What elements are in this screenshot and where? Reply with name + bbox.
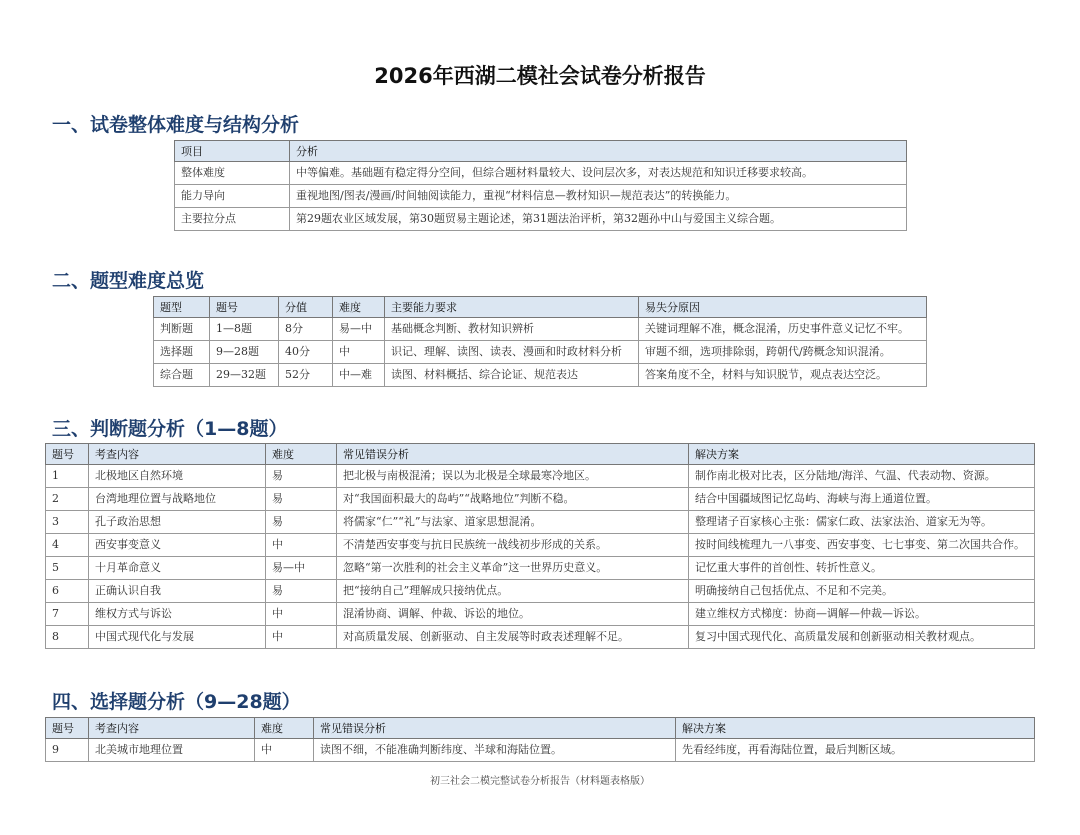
table-cell: 综合题 [154, 363, 210, 386]
table-cell: 忽略“第一次胜利的社会主义革命”这一世界历史意义。 [337, 556, 689, 579]
table-cell: 易—中 [266, 556, 337, 579]
table-cell: 将儒家“仁”“礼”与法家、道家思想混淆。 [337, 510, 689, 533]
header-number: 题号 [46, 444, 89, 465]
table-cell: 对“我国面积最大的岛屿”“战略地位”判断不稳。 [337, 487, 689, 510]
table-row [46, 602, 1035, 625]
table-cell: 52分 [279, 363, 333, 386]
table-cell: 1 [46, 465, 89, 488]
header-number: 题号 [46, 718, 89, 739]
table-cell: 对高质量发展、创新驱动、自主发展等时政表述理解不足。 [337, 625, 689, 648]
header-errors: 常见错误分析 [314, 718, 676, 739]
table-cell: 第29题农业区域发展，第30题贸易主题论述，第31题法治评析，第32题孙中山与爱国主义综合题。 [290, 207, 907, 230]
table-row [175, 162, 907, 185]
header-errors: 常见错误分析 [337, 444, 689, 465]
judgment-questions-table [45, 443, 1035, 649]
table-cell: 复习中国式现代化、高质量发展和创新驱动相关教材观点。 [689, 625, 1035, 648]
table-cell: 孔子政治思想 [89, 510, 266, 533]
header-type: 题型 [154, 297, 210, 318]
section-heading-1: 一、试卷整体难度与结构分析 [52, 114, 300, 136]
header-loss-reason: 易失分原因 [639, 297, 927, 318]
table-row [46, 510, 1035, 533]
table-cell: 制作南北极对比表，区分陆地/海洋、气温、代表动物、资源。 [689, 465, 1035, 488]
table-row [175, 184, 907, 207]
table-cell: 维权方式与诉讼 [89, 602, 266, 625]
table-cell: 1—8题 [210, 318, 279, 341]
table-cell: 40分 [279, 340, 333, 363]
table-cell: 答案角度不全，材料与知识脱节，观点表达空泛。 [639, 363, 927, 386]
table-cell: 29—32题 [210, 363, 279, 386]
table-cell: 中 [333, 340, 385, 363]
table-cell: 3 [46, 510, 89, 533]
table-row [154, 340, 927, 363]
table-cell: 关键词理解不准，概念混淆，历史事件意义记忆不牢。 [639, 318, 927, 341]
table-cell: 5 [46, 556, 89, 579]
table-cell: 把北极与南极混淆；误以为北极是全球最寒冷地区。 [337, 465, 689, 488]
table-row [46, 556, 1035, 579]
table-row [46, 487, 1035, 510]
table-cell: 中等偏难。基础题有稳定得分空间，但综合题材料量较大、设问层次多，对表达规范和知识迁移要求较高。 [290, 162, 907, 185]
header-difficulty: 难度 [333, 297, 385, 318]
header-content: 考查内容 [89, 444, 266, 465]
table-cell: 明确接纳自己包括优点、不足和不完美。 [689, 579, 1035, 602]
table-cell: 审题不细，选项排除弱，跨朝代/跨概念知识混淆。 [639, 340, 927, 363]
table-cell: 结合中国疆域图记忆岛屿、海峡与海上通道位置。 [689, 487, 1035, 510]
header-solutions: 解决方案 [676, 718, 1035, 739]
table-cell: 中 [266, 625, 337, 648]
table-cell: 8 [46, 625, 89, 648]
page-footer: 初三社会二模完整试卷分析报告（材料题表格版） [430, 776, 650, 787]
table-cell: 易—中 [333, 318, 385, 341]
question-type-table [153, 296, 927, 387]
table-cell: 台湾地理位置与战略地位 [89, 487, 266, 510]
table-cell: 中—难 [333, 363, 385, 386]
table-cell: 易 [266, 487, 337, 510]
section-heading-3: 三、判断题分析（1—8题） [52, 418, 288, 440]
table-cell: 中 [266, 602, 337, 625]
header-difficulty: 难度 [266, 444, 337, 465]
choice-questions-table [45, 717, 1035, 762]
table-cell: 北极地区自然环境 [89, 465, 266, 488]
table-cell: 6 [46, 579, 89, 602]
table-row [154, 363, 927, 386]
table-cell: 主要拉分点 [175, 207, 290, 230]
table-cell: 把“接纳自己”理解成只接纳优点。 [337, 579, 689, 602]
table-cell: 识记、理解、读图、读表、漫画和时政材料分析 [385, 340, 639, 363]
header-item: 项目 [175, 141, 290, 162]
table-cell: 8分 [279, 318, 333, 341]
table-row [46, 465, 1035, 488]
section-heading-2: 二、题型难度总览 [52, 270, 205, 292]
table-cell: 按时间线梳理九一八事变、西安事变、七七事变、第二次国共合作。 [689, 533, 1035, 556]
table-cell: 读图不细，不能准确判断纬度、半球和海陆位置。 [314, 739, 676, 762]
table-cell: 混淆协商、调解、仲裁、诉讼的地位。 [337, 602, 689, 625]
table-row [154, 318, 927, 341]
structure-analysis-table [174, 140, 907, 231]
table-cell: 2 [46, 487, 89, 510]
table-row [46, 533, 1035, 556]
table-cell: 易 [266, 465, 337, 488]
table-cell: 7 [46, 602, 89, 625]
table-row [46, 739, 1035, 762]
table-cell: 西安事变意义 [89, 533, 266, 556]
table-cell: 4 [46, 533, 89, 556]
table-cell: 9—28题 [210, 340, 279, 363]
table-row [175, 207, 907, 230]
header-analysis: 分析 [290, 141, 907, 162]
header-score: 分值 [279, 297, 333, 318]
table-cell: 基础概念判断、教材知识辨析 [385, 318, 639, 341]
table-cell: 选择题 [154, 340, 210, 363]
table-cell: 重视地图/图表/漫画/时间轴阅读能力，重视“材料信息—教材知识—规范表达”的转换能力。 [290, 184, 907, 207]
table-cell: 易 [266, 510, 337, 533]
table-cell: 正确认识自我 [89, 579, 266, 602]
table-cell: 建立维权方式梯度：协商—调解—仲裁—诉讼。 [689, 602, 1035, 625]
header-difficulty: 难度 [255, 718, 314, 739]
header-number: 题号 [210, 297, 279, 318]
table-cell: 读图、材料概括、综合论证、规范表达 [385, 363, 639, 386]
table-cell: 整理诸子百家核心主张：儒家仁政、法家法治、道家无为等。 [689, 510, 1035, 533]
page-title: 2026年西湖二模社会试卷分析报告 [374, 64, 706, 88]
table-cell: 十月革命意义 [89, 556, 266, 579]
table-row [46, 579, 1035, 602]
header-ability: 主要能力要求 [385, 297, 639, 318]
table-row [46, 625, 1035, 648]
table-cell: 不清楚西安事变与抗日民族统一战线初步形成的关系。 [337, 533, 689, 556]
table-cell: 先看经纬度，再看海陆位置，最后判断区域。 [676, 739, 1035, 762]
table-cell: 中国式现代化与发展 [89, 625, 266, 648]
header-content: 考查内容 [89, 718, 255, 739]
table-cell: 记忆重大事件的首创性、转折性意义。 [689, 556, 1035, 579]
table-cell: 判断题 [154, 318, 210, 341]
header-solutions: 解决方案 [689, 444, 1035, 465]
table-cell: 北美城市地理位置 [89, 739, 255, 762]
table-cell: 中 [266, 533, 337, 556]
section-heading-4: 四、选择题分析（9—28题） [52, 691, 301, 713]
table-cell: 9 [46, 739, 89, 762]
table-cell: 能力导向 [175, 184, 290, 207]
table-cell: 中 [255, 739, 314, 762]
table-cell: 整体难度 [175, 162, 290, 185]
table-cell: 易 [266, 579, 337, 602]
